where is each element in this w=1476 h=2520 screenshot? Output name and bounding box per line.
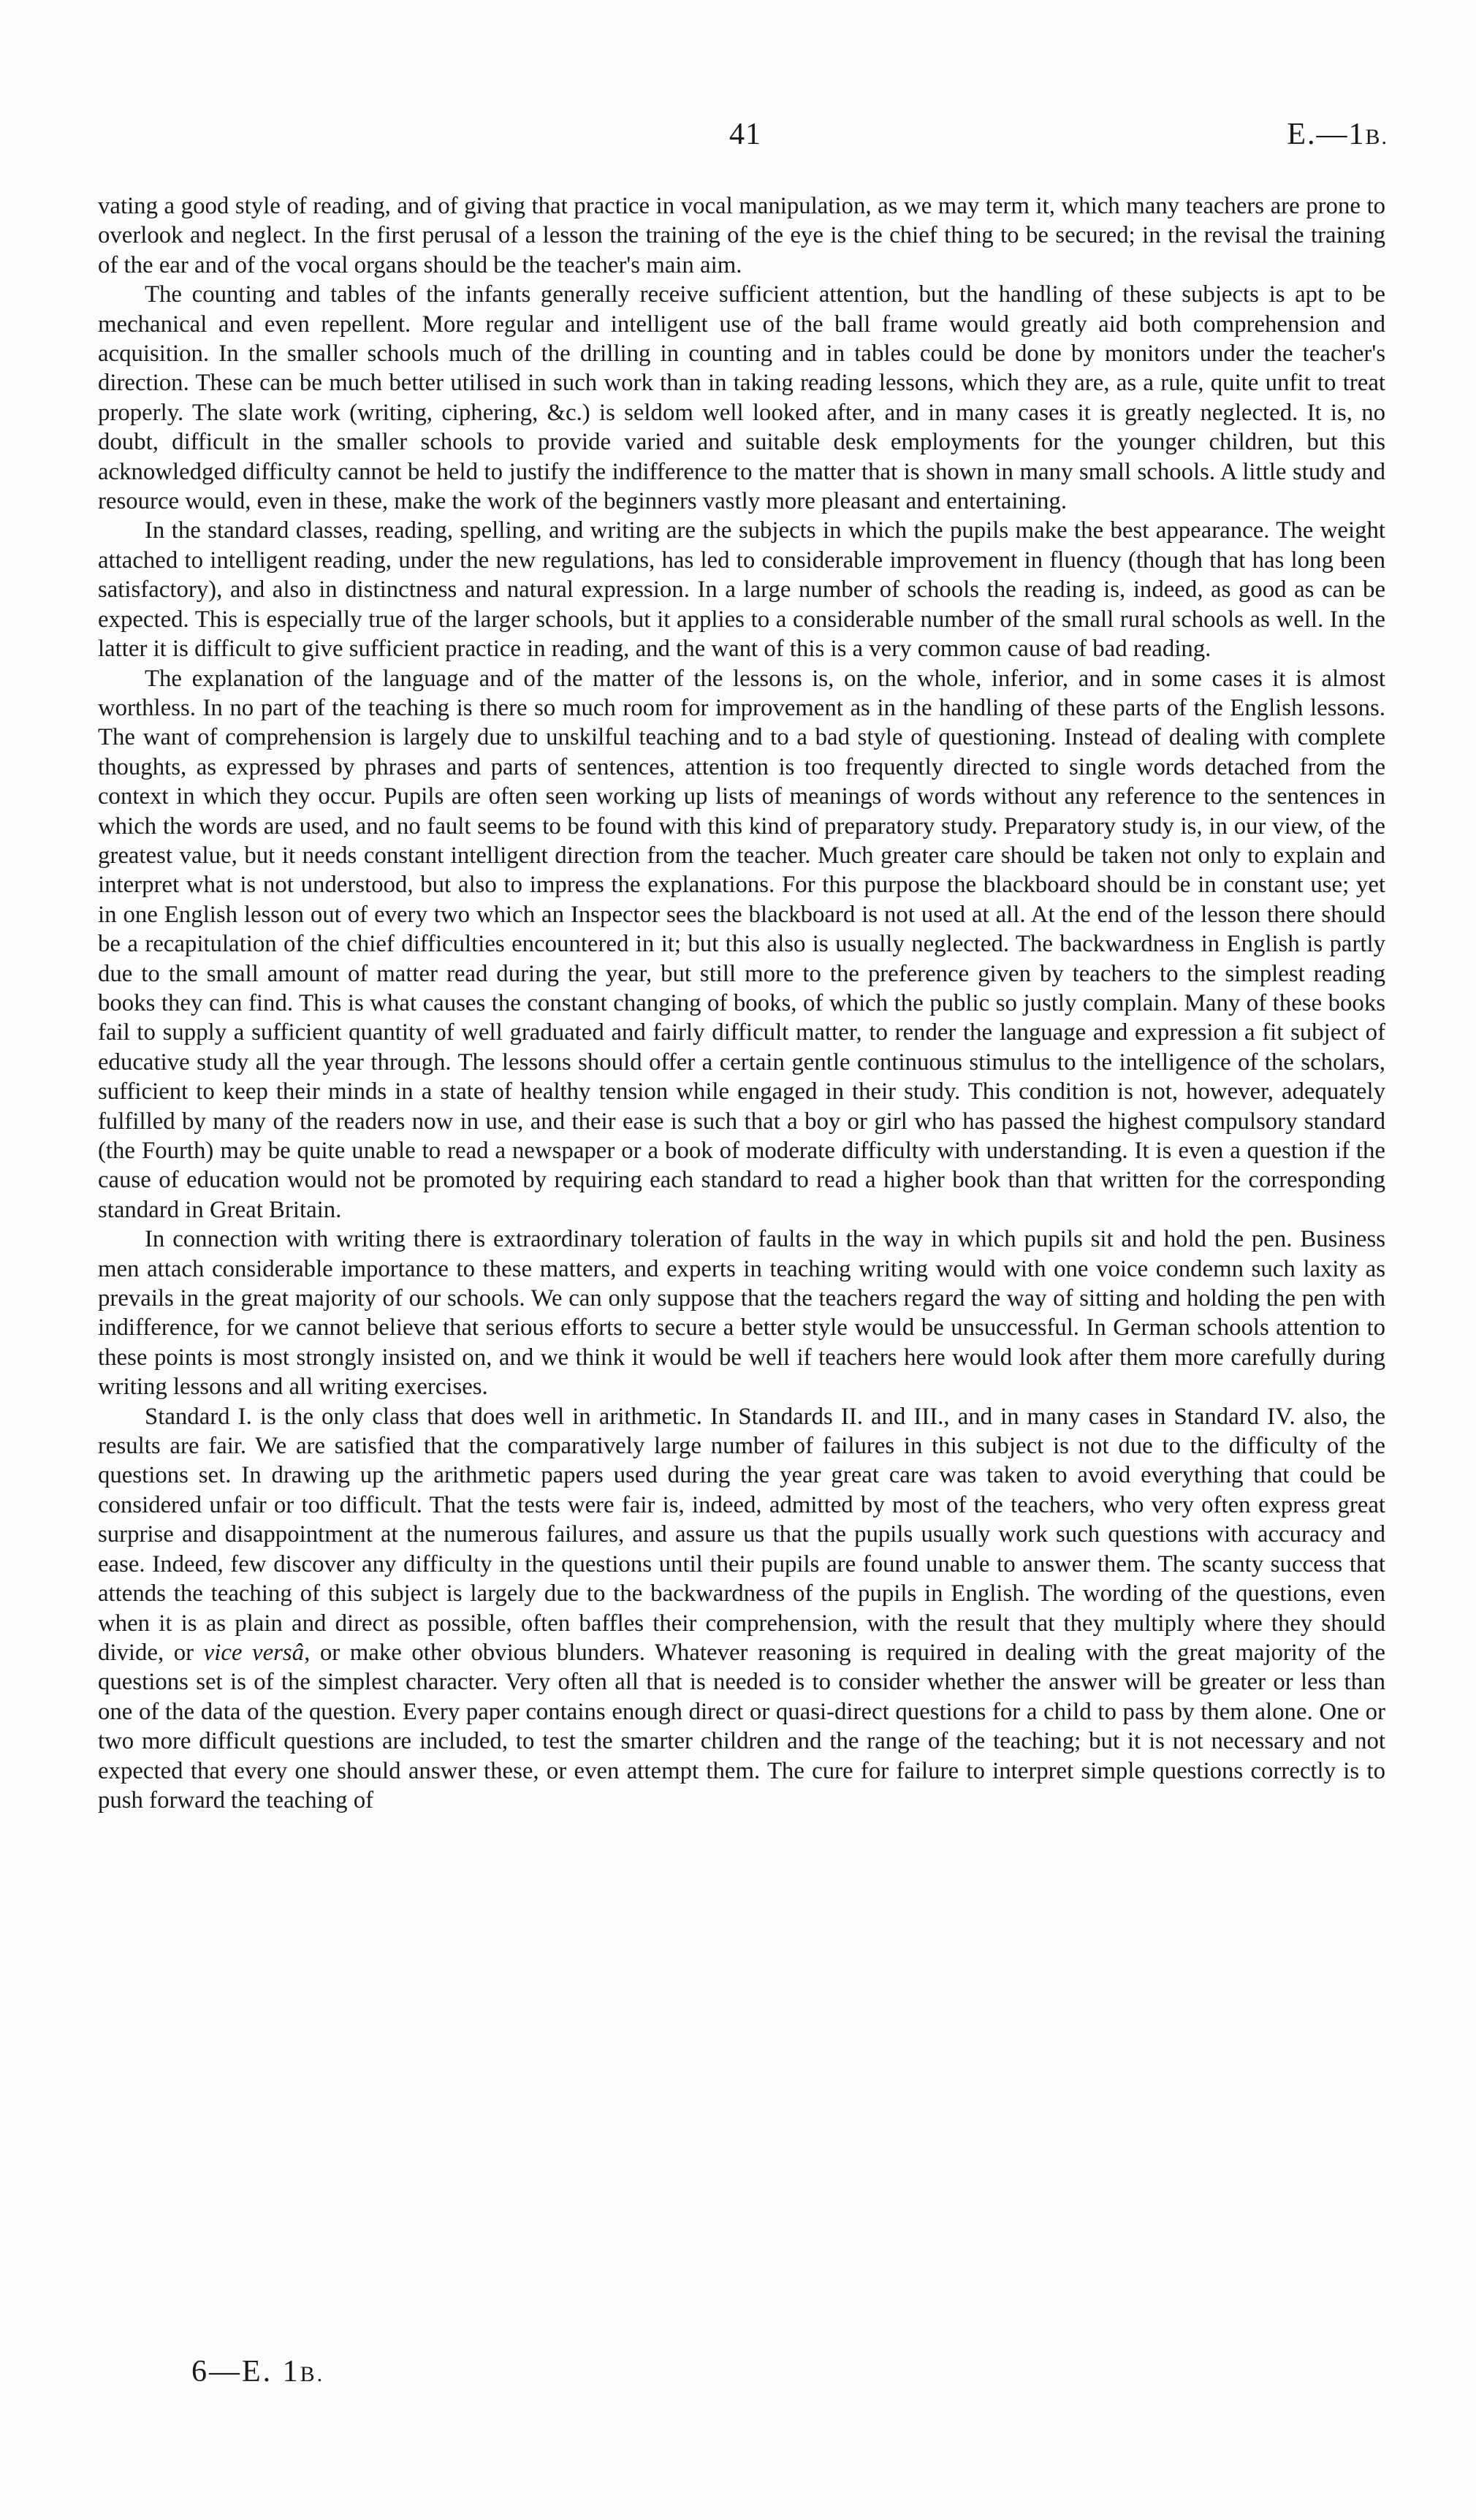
running-head (1287, 117, 1388, 152)
arithmetic-text-part-1: Standard I. is the only class that does well in arithmetic. In Standards II. and III., and in many cases in Standard IV. also, the results are fair. We are satisfied that the comparatively large number of failures in this subject is not due to the difficulty of the questions set. In drawing up the arithmetic papers used during the year great care was taken to avoid everything that could be considered unfair or too difficult. That the tests were fair is, indeed, admitted by most of the teachers, who very often express great surprise and disappointment at the numerous failures, and assure us that the pupils usually work such questions with accuracy and ease. Indeed, few discover any difficulty in the questions until their pupils are found unable to answer them. The scanty success that attends the teaching of this subject is largely due to the backwardness of the pupils in English. The wording of the questions, even when it is as plain and direct as possible, often baffles their comprehension, with the result that they multiply where they should divide, or (98, 1403, 1385, 1666)
running-head-main: E.—1 (1287, 118, 1366, 151)
paragraph-arithmetic (98, 1402, 1385, 1816)
arithmetic-text-part-2: , or make other obvious blunders. Whatever reasoning is required in dealing with the great majority of the questions set is of the simplest character. Very often all that is needed is to consider whether the answer will be greater or less than one of the data of the question. Every paper contains enough direct or quasi-direct questions for a child to pass by them alone. One or two more difficult questions are included, to test the smarter children and the range of the teaching; but it is not necessary and not expected that every one should answer these, or even attempt them. The cure for failure to interpret simple questions correctly is to push forward the teaching of (98, 1639, 1385, 1813)
page-number: 41 (729, 118, 761, 151)
signature-main: 6—E. 1 (191, 2355, 300, 2388)
paragraph-counting-tables: The counting and tables of the infants generally receive sufficient attention, but the handling of these subjects is apt to be mechanical and even repellent. More regular and intelligent use of the ball frame would greatly aid both comprehension and acquisition. In the smaller schools much of the drilling in counting and in tables could be done by monitors under the teacher's direction. These can be much better utilised in such work than in taking reading lessons, which they are, as a rule, quite unfit to treat properly. The slate work (writing, ciphering, &c.) is seldom well looked after, and in many cases it is greatly neglected. It is, no doubt, difficult in the smaller schools to provide varied and suitable desk employments for the younger children, but this acknowledged difficulty cannot be held to justify the indifference to the matter that is shown in many small schools. A little study and resource would, even in these, make the work of the beginners vastly more pleasant and entertaining. (98, 281, 1385, 515)
paragraph-writing: In connection with writing there is extraordinary toleration of faults in the way in which pupils sit and hold the pen. Business men attach considerable importance to these matters, and experts in teaching writing would with one voice condemn such laxity as prevails in the great majority of our schools. We can only suppose that the teachers regard the way of sitting and holding the pen with indifference, for we cannot believe that serious efforts to secure a better style would be unsuccessful. In German schools attention to these points is most strongly insisted on, and we think it would be well if teachers here would look after them more carefully during writing lessons and all writing exercises. (98, 1226, 1385, 1401)
italic-phrase: vice versâ (203, 1639, 305, 1666)
signature-mark (191, 2354, 324, 2389)
running-head-suffix: B. (1365, 125, 1388, 149)
paragraph-reading-continued: vating a good style of reading, and of giving that practice in vocal manipulation, as we may term it, which many teachers are prone to overlook and neglect. In the first perusal of a lesson the training of the eye is the chief thing to be secured; in the revisal the training of the ear and of the vocal organs should be the teacher's main aim. (98, 193, 1385, 278)
paragraph-explanation-language: The explanation of the language and of the matter of the lessons is, on the whole, inferior, and in some cases it is almost worthless. In no part of the teaching is there so much room for improvement as in the handling of these parts of the English lessons. The want of comprehension is largely due to unskilful teaching and to a bad style of questioning. Instead of dealing with complete thoughts, as expressed by phrases and parts of sentences, attention is too frequently directed to single words detached from the context in which they occur. Pupils are often seen working up lists of meanings of words without any reference to the sentences in which the words are used, and no fault seems to be found with this kind of preparatory study. Preparatory study is, in our view, of the greatest value, but it needs constant intelligent direction from the teacher. Much greater care should be taken not only to explain and interpret what is not understood, but also to impress the explanations. For this purpose the blackboard should be in constant use; yet in one English lesson out of every two which an Inspector sees the blackboard is not used at all. At the end of the lesson there should be a recapitulation of the chief difficulties encountered in it; but this also is usually neglected. The backwardness in English is partly due to the small amount of matter read during the year, but still more to the preference given by teachers to the simplest reading books they can find. This is what causes the constant changing of books, of which the public so justly complain. Many of these books fail to supply a sufficient quantity of well graduated and fairly difficult matter, to render the language and expression a fit subject of educative study all the year through. The lessons should offer a certain gentle continuous stimulus to the intelligence of the scholars, sufficient to keep their minds in a state of healthy tension while engaged in their study. This condition is not, however, adequately fulfilled by many of the readers now in use, and their ease is such that a boy or girl who has passed the highest compulsory standard (the Fourth) may be quite unable to read a newspaper or a book of moderate difficulty with understanding. It is even a question if the cause of education would not be promoted by requiring each standard to read a higher book than that written for the corresponding standard in Great Britain. (98, 665, 1385, 1223)
paragraph-standard-classes: In the standard classes, reading, spelling, and writing are the subjects in which the pupils make the best appearance. The weight attached to intelligent reading, under the new regulations, has led to considerable improvement in fluency (though that has long been satisfactory), and also in distinctness and natural expression. In a large number of schools the reading is, indeed, as good as can be expected. This is especially true of the larger schools, but it applies to a considerable number of the small rural schools as well. In the latter it is difficult to give sufficient practice in reading, and the want of this is a very common cause of bad reading. (98, 517, 1385, 663)
signature-suffix: B. (300, 2362, 325, 2386)
body-text (98, 191, 1385, 1815)
